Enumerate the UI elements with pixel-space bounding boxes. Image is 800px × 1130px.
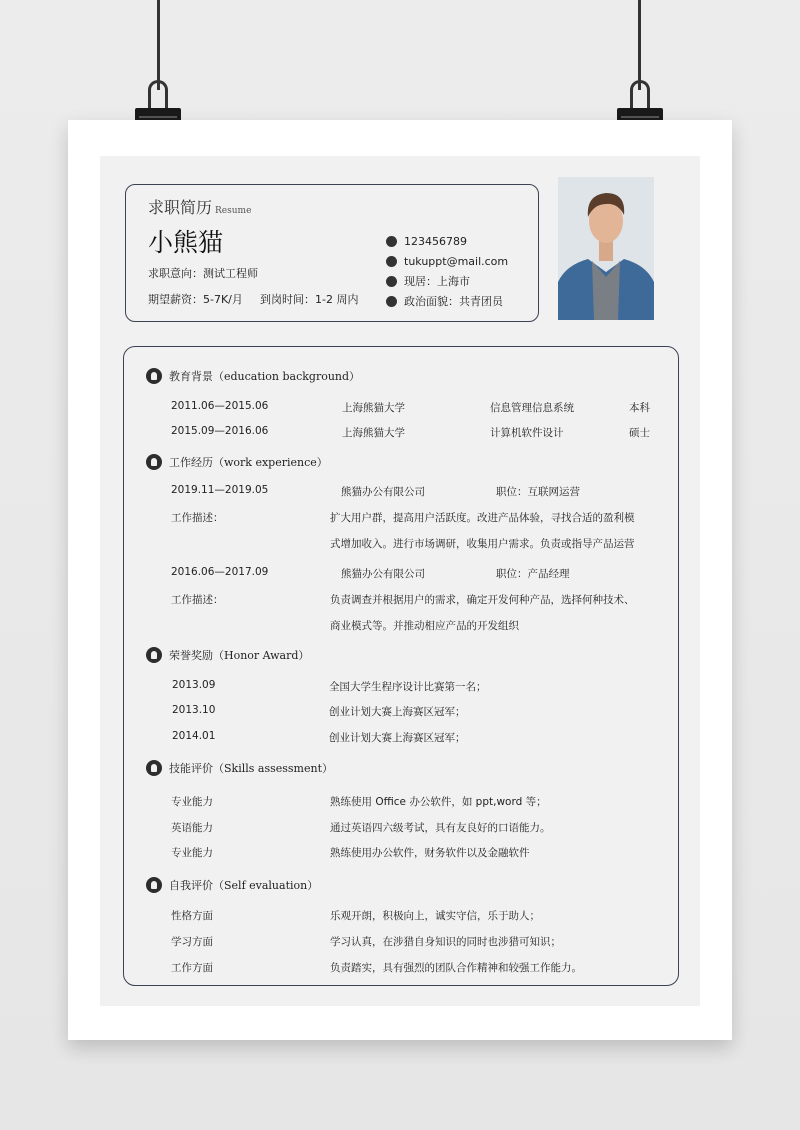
work-heading: 工作经历（work experience）: [169, 456, 328, 469]
section-skills: [146, 760, 333, 776]
skill-text: 通过英语四六级考试，具有友良好的口语能力。: [330, 822, 551, 834]
content-card: [123, 346, 679, 986]
edu-school: 上海熊猫大学: [342, 427, 405, 439]
job-period: 2016.06—2017.09: [171, 566, 269, 578]
edu-major: 信息管理信息系统: [490, 402, 574, 414]
honor-text: 创业计划大赛上海赛区冠军；: [329, 732, 466, 744]
phone-text: 123456789: [404, 234, 467, 248]
expected-salary: 期望薪资：5-7K/月: [148, 293, 243, 306]
arrival-time: 到岗时间：1-2 周内: [260, 293, 359, 306]
section-honor: [146, 647, 309, 663]
residence-text: 现居：上海市: [404, 275, 470, 288]
resume-sheet: [100, 156, 700, 1006]
job-position: 职位：产品经理: [496, 568, 570, 580]
contact-list: [386, 231, 508, 311]
section-work: [146, 454, 328, 470]
skill-label: 专业能力: [171, 796, 213, 808]
contact-email: [386, 251, 508, 271]
title-text: 求职简历: [148, 198, 213, 217]
lightbulb-icon: [146, 760, 162, 776]
skill-text: 熟练使用办公软件，财务软件以及金融软件: [330, 847, 530, 859]
job-desc-label: 工作描述：: [171, 512, 224, 524]
edu-school: 上海熊猫大学: [342, 402, 405, 414]
job-intent: 求职意向：测试工程师: [148, 267, 258, 280]
skill-label: 专业能力: [171, 847, 213, 859]
job-desc-line: 扩大用户群，提高用户活跃度。改进产品体验，寻找合适的盈利模: [330, 512, 635, 524]
resume-title: [148, 195, 251, 218]
section-education: [146, 368, 360, 384]
work-icon: [146, 454, 162, 470]
education-heading: 教育背景（education background）: [169, 370, 361, 383]
education-icon: [146, 368, 162, 384]
honor-heading: 荣誉奖励（Honor Award）: [169, 649, 310, 662]
award-icon: [146, 647, 162, 663]
eval-label: 学习方面: [171, 936, 213, 948]
hanging-wire-left: [157, 0, 160, 90]
contact-phone: [386, 231, 508, 251]
skills-heading: 技能评价（Skills assessment）: [169, 762, 333, 775]
email-text: tukuppt@mail.com: [404, 254, 509, 268]
honor-text: 创业计划大赛上海赛区冠军；: [329, 706, 466, 718]
job-desc-line: 商业模式等。并推动相应产品的开发组织: [330, 620, 519, 632]
title-en: Resume: [215, 206, 252, 216]
job-desc-line: 式增加收入。进行市场调研，收集用户需求。负责或指导产品运营: [330, 538, 635, 550]
eval-text: 负责踏实，具有强烈的团队合作精神和较强工作能力。: [330, 962, 582, 974]
job-desc-line: 负责调查并根据用户的需求，确定开发何种产品，选择何种技术、: [330, 594, 635, 606]
honor-date: 2014.01: [172, 730, 216, 742]
candidate-name: 小熊猫: [148, 228, 224, 257]
job-position: 职位：互联网运营: [496, 486, 580, 498]
location-icon: [386, 276, 397, 287]
job-desc-label: 工作描述：: [171, 594, 224, 606]
hanging-wire-right: [638, 0, 641, 90]
eval-label: 性格方面: [171, 910, 213, 922]
honor-text: 全国大学生程序设计比赛第一名；: [329, 681, 487, 693]
eval-text: 学习认真，在涉猎自身知识的同时也涉猎可知识；: [330, 936, 561, 948]
skill-text: 熟练使用 Office 办公软件，如 ppt,word 等；: [330, 796, 547, 808]
email-icon: [386, 256, 397, 267]
contact-political: [386, 291, 508, 311]
honor-date: 2013.09: [172, 679, 216, 691]
contact-residence: [386, 271, 508, 291]
portrait-illustration: [558, 177, 654, 320]
person-icon: [146, 877, 162, 893]
phone-icon: [386, 236, 397, 247]
edu-period: 2011.06—2015.06: [171, 400, 269, 412]
edu-period: 2015.09—2016.06: [171, 425, 269, 437]
skill-label: 英语能力: [171, 822, 213, 834]
self-eval-heading: 自我评价（Self evaluation）: [169, 879, 319, 892]
job-period: 2019.11—2019.05: [171, 484, 269, 496]
eval-text: 乐观开朗，积极向上，诚实守信，乐于助人；: [330, 910, 540, 922]
edu-degree: 硕士: [629, 427, 650, 439]
job-company: 熊猫办公有限公司: [341, 568, 425, 580]
honor-date: 2013.10: [172, 704, 216, 716]
edu-major: 计算机软件设计: [490, 427, 564, 439]
job-company: 熊猫办公有限公司: [341, 486, 425, 498]
profile-photo: [558, 177, 654, 320]
eval-label: 工作方面: [171, 962, 213, 974]
political-text: 政治面貌：共青团员: [404, 295, 503, 308]
header-card: [125, 184, 539, 322]
flag-icon: [386, 296, 397, 307]
edu-degree: 本科: [629, 402, 650, 414]
resume-paper: [68, 120, 732, 1040]
section-self-eval: [146, 877, 318, 893]
